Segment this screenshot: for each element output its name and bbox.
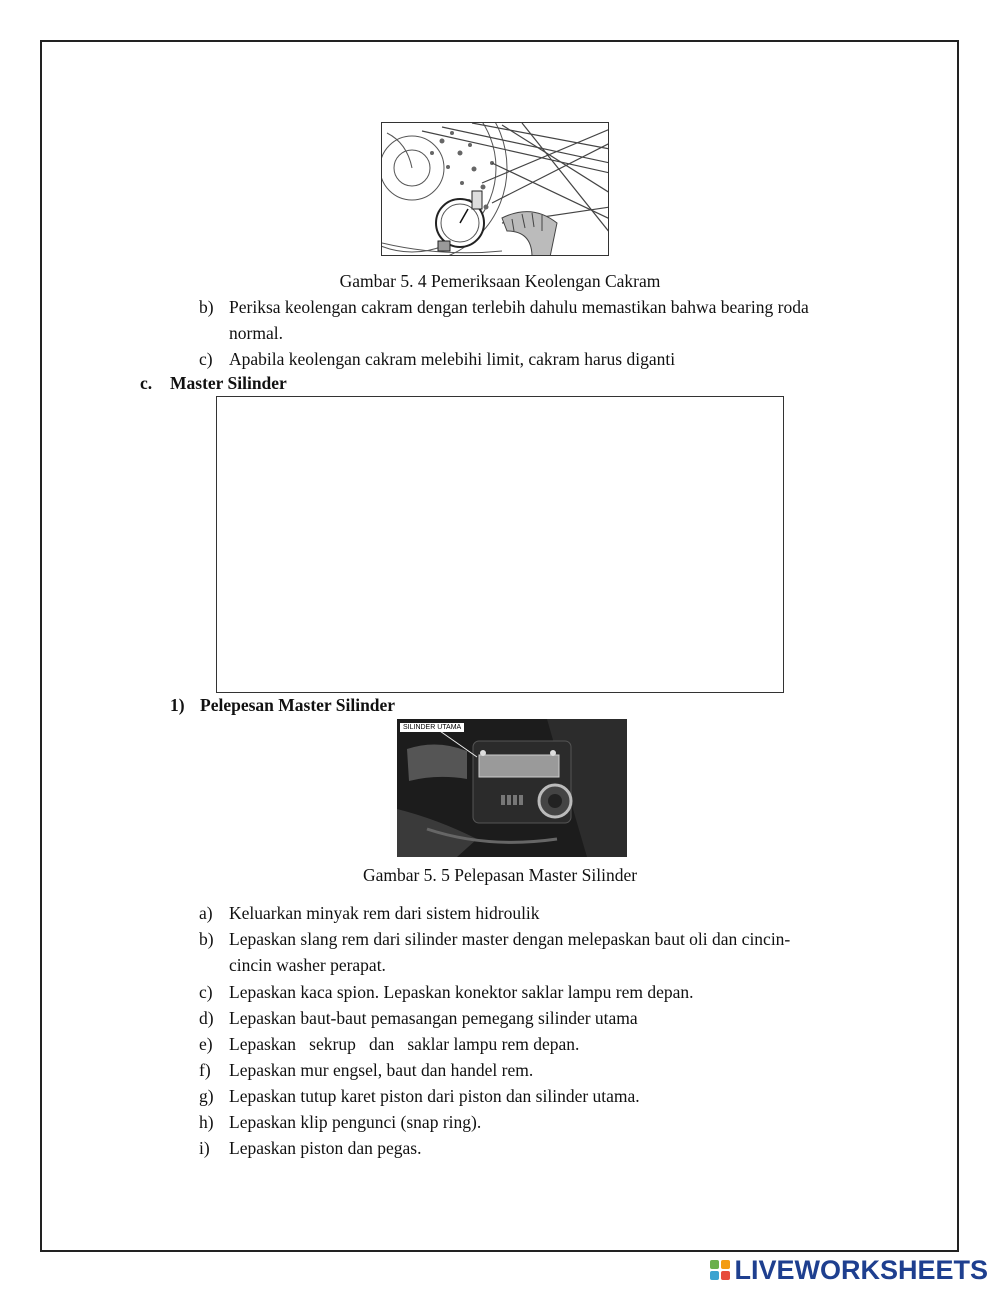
answer-image-box[interactable] [216,396,784,693]
step-text-continued: cincin washer perapat. [229,955,386,975]
list-item-text: Apabila keolengan cakram melebihi limit, cakram harus diganti [229,349,676,369]
list-item-text-continued: normal. [229,323,283,343]
step-label: d) [199,1008,214,1028]
step-label: h) [199,1112,214,1132]
dial-gauge-on-disc-illustration [382,123,609,256]
section-c-label: c. [140,373,153,393]
step-label: c) [199,982,213,1002]
section-c-title: Master Silinder [170,373,287,393]
step-text: Lepaskan baut-baut pemasangan pemegang silinder utama [229,1008,638,1028]
step-label: f) [199,1060,211,1080]
step-text: Lepaskan klip pengunci (snap ring). [229,1112,482,1132]
step-label: a) [199,903,213,923]
figure-master-cylinder-image [397,719,627,857]
step-text: Lepaskan slang rem dari silinder master dengan melepaskan baut oli dan cincin- [229,929,791,949]
step-label: i) [199,1138,210,1158]
figure-disc-runout-image [381,122,609,256]
step-text: Lepaskan kaca spion. Lepaskan konektor saklar lampu rem depan. [229,982,694,1002]
step-label: b) [199,929,214,949]
list-item-text: Periksa keolengan cakram dengan terlebih dahulu memastikan bahwa bearing roda [229,297,809,317]
step-text: Lepaskan sekrup dan saklar lampu rem depan. [229,1034,580,1054]
step-text: Lepaskan piston dan pegas. [229,1138,422,1158]
step-label: g) [199,1086,214,1106]
master-cylinder-photo [397,719,627,857]
liveworksheets-logo-icon [710,1260,730,1280]
liveworksheets-brand[interactable] [710,1254,988,1286]
subsection-1-label: 1) [170,695,185,715]
subsection-1-title: Pelepesan Master Silinder [200,695,396,715]
figure-label-tag: SILINDER UTAMA [400,723,464,732]
figure-5-4-caption: Gambar 5. 4 Pemeriksaan Keolengan Cakram [339,271,661,291]
brand-name: LIVEWORKSHEETS [734,1254,988,1285]
list-item-label: b) [199,297,214,317]
step-text: Lepaskan tutup karet piston dari piston dan silinder utama. [229,1086,640,1106]
step-text: Keluarkan minyak rem dari sistem hidroulik [229,903,540,923]
step-label: e) [199,1034,213,1054]
step-text: Lepaskan mur engsel, baut dan handel rem. [229,1060,534,1080]
list-item-label: c) [199,349,213,369]
figure-5-5-caption: Gambar 5. 5 Pelepasan Master Silinder [362,865,638,885]
